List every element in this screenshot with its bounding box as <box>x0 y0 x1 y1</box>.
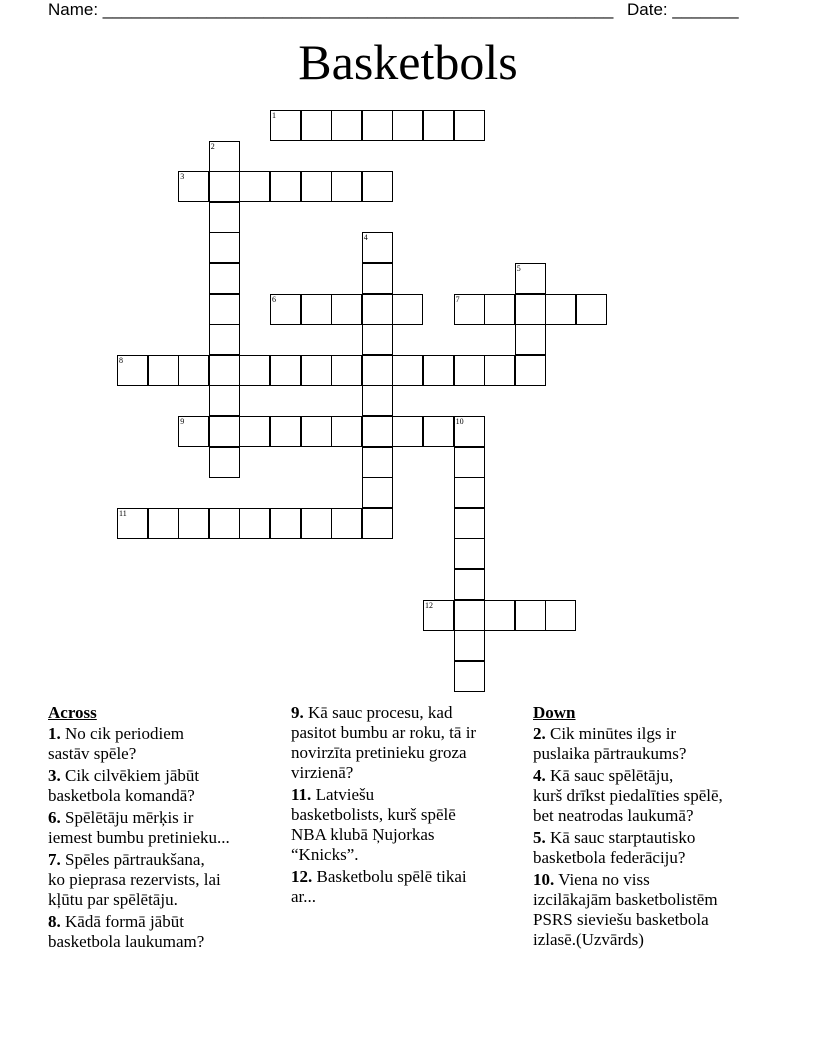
crossword-cell[interactable] <box>454 569 485 600</box>
across-heading: Across <box>48 703 97 722</box>
crossword-cell[interactable] <box>301 171 332 202</box>
crossword-cell[interactable] <box>454 661 485 692</box>
clue-text-line: pasitot bumbu ar roku, tā ir <box>291 723 477 742</box>
clue-text-line: Kā sauc procesu, kad <box>308 703 453 722</box>
puzzle-title: Basketbols <box>298 34 518 90</box>
clue-item <box>291 703 527 783</box>
crossword-cell[interactable] <box>423 110 454 141</box>
crossword-cell[interactable] <box>331 110 362 141</box>
crossword-cell[interactable] <box>331 171 362 202</box>
clue-number-label: 3 <box>180 172 185 182</box>
clue-number-label: 8 <box>119 355 123 365</box>
crossword-cell[interactable] <box>392 355 423 386</box>
clue-text-line: bet neatrodas laukumā? <box>533 806 694 825</box>
clue-number: 2. <box>533 724 546 743</box>
crossword-cell[interactable] <box>484 355 515 386</box>
crossword-cell[interactable] <box>331 508 362 539</box>
clue-text-line: kļūtu par spēlētāju. <box>48 890 178 909</box>
crossword-cell[interactable] <box>362 263 393 294</box>
clue-number: 11. <box>291 785 312 804</box>
crossword-cell[interactable] <box>209 263 240 294</box>
across-clues-column-2 <box>291 703 527 909</box>
crossword-cell[interactable] <box>331 416 362 447</box>
clue-item <box>48 850 280 910</box>
clue-number: 1. <box>48 724 61 743</box>
crossword-cell[interactable] <box>209 294 240 325</box>
crossword-cell[interactable] <box>270 171 301 202</box>
clue-item <box>48 766 280 806</box>
clue-text-line: izcilākajām basketbolistēm <box>533 890 718 909</box>
crossword-cell[interactable] <box>362 324 393 355</box>
crossword-cell[interactable] <box>484 600 515 631</box>
crossword-cell[interactable] <box>545 294 576 325</box>
crossword-cell[interactable] <box>392 110 423 141</box>
clue-text-line: virzienā? <box>291 763 354 782</box>
clue-text-line: No cik periodiem <box>65 724 184 743</box>
clue-number: 5. <box>533 828 546 847</box>
crossword-cell[interactable] <box>270 416 301 447</box>
clue-number-label: 10 <box>455 417 464 426</box>
crossword-cell[interactable] <box>301 294 332 325</box>
crossword-cell[interactable] <box>454 508 485 539</box>
clue-number: 3. <box>48 766 61 785</box>
crossword-cell[interactable] <box>209 171 240 202</box>
crossword-cell[interactable] <box>270 508 301 539</box>
clue-text-line: basketbola federāciju? <box>533 848 686 867</box>
clue-text-line: basketbola laukumam? <box>48 932 205 951</box>
clue-text-line: Spēles pārtraukšana, <box>65 850 205 869</box>
crossword-cell[interactable] <box>270 355 301 386</box>
clue-text-line: Latviešu <box>315 785 375 804</box>
clue-text-line: iemest bumbu pretinieku... <box>48 828 230 847</box>
clue-item <box>48 724 280 764</box>
clue-text-line: Kā sauc spēlētāju, <box>550 766 674 785</box>
clue-number-label: 5 <box>516 264 521 273</box>
clue-text-line: “Knicks”. <box>291 845 359 864</box>
crossword-cell[interactable] <box>362 416 393 447</box>
clue-item <box>533 766 783 826</box>
clue-text-line: Viena no viss <box>558 870 650 889</box>
crossword-cell[interactable] <box>392 416 423 447</box>
crossword-cell[interactable] <box>239 355 270 386</box>
crossword-cell[interactable] <box>515 324 546 355</box>
clue-number-label: 9 <box>180 417 185 426</box>
crossword-cell[interactable] <box>392 294 423 325</box>
crossword-cell[interactable] <box>239 508 270 539</box>
clue-number-label: 1 <box>272 111 276 120</box>
crossword-cell[interactable] <box>178 508 209 539</box>
crossword-cell[interactable] <box>362 508 393 539</box>
crossword-cell[interactable] <box>331 294 362 325</box>
clue-item <box>533 724 783 764</box>
clue-text-line: NBA klubā Ņujorkas <box>291 825 435 844</box>
crossword-cell[interactable] <box>209 508 240 539</box>
crossword-cell[interactable] <box>515 600 546 631</box>
crossword-cell[interactable] <box>454 110 485 141</box>
clue-number: 10. <box>533 870 555 889</box>
crossword-cell[interactable] <box>545 600 576 631</box>
clue-number-label: 6 <box>272 294 276 304</box>
clue-item <box>48 808 280 848</box>
clue-item <box>533 828 783 868</box>
clue-text-line: Kā sauc starptautisko <box>550 828 696 847</box>
crossword-cell[interactable] <box>209 355 240 386</box>
clue-text-line: novirzīta pretinieku groza <box>291 743 467 762</box>
crossword-cell[interactable] <box>576 294 607 325</box>
clue-text-line: kurš drīkst piedalīties spēlē, <box>533 786 723 805</box>
crossword-cell[interactable] <box>209 232 240 263</box>
clue-item <box>48 912 280 952</box>
clue-text-line: basketbola komandā? <box>48 786 195 805</box>
crossword-cell[interactable] <box>209 385 240 416</box>
clue-text-line: Cik cilvēkiem jābūt <box>65 766 200 785</box>
crossword-cell[interactable] <box>239 416 270 447</box>
clue-number: 6. <box>48 808 61 827</box>
crossword-cell[interactable] <box>362 355 393 386</box>
crossword-cell[interactable] <box>454 630 485 661</box>
clue-number: 7. <box>48 850 61 869</box>
clue-item <box>291 785 527 865</box>
across-clues-column-1 <box>48 703 280 954</box>
clue-text-line: ar... <box>291 887 317 906</box>
clue-text-line: izlasē.(Uzvārds) <box>533 930 644 949</box>
crossword-cell[interactable] <box>178 355 209 386</box>
crossword-cell[interactable] <box>515 355 546 386</box>
crossword-cell[interactable] <box>301 355 332 386</box>
clue-number-label: 7 <box>455 294 460 304</box>
crossword-cell[interactable] <box>454 477 485 508</box>
crossword-cell[interactable] <box>362 477 393 508</box>
down-heading: Down <box>533 703 576 722</box>
clue-text-line: Kādā formā jābūt <box>65 912 184 931</box>
crossword-cell[interactable] <box>301 416 332 447</box>
clue-number: 8. <box>48 912 61 931</box>
crossword-cell[interactable] <box>362 171 393 202</box>
crossword-cell[interactable] <box>301 110 332 141</box>
clue-number: 4. <box>533 766 546 785</box>
clue-number-label: 12 <box>425 600 433 610</box>
clue-number-label: 2 <box>210 141 215 151</box>
crossword-cell[interactable] <box>148 355 179 386</box>
crossword-cell[interactable] <box>454 538 485 569</box>
crossword-cell[interactable] <box>209 447 240 478</box>
clue-text-line: Spēlētāju mērķis ir <box>65 808 194 827</box>
date-field-line: Date: _______ <box>627 0 739 19</box>
clue-text-line: PSRS sieviešu basketbola <box>533 910 709 929</box>
clue-item <box>291 867 527 907</box>
crossword-cell[interactable] <box>484 294 515 325</box>
crossword-cell[interactable] <box>362 385 393 416</box>
crossword-cell[interactable] <box>331 355 362 386</box>
clue-text-line: puslaika pārtraukums? <box>533 744 687 763</box>
clue-text-line: ko pieprasa rezervists, lai <box>48 870 221 889</box>
crossword-cell[interactable] <box>209 202 240 233</box>
down-clues-column <box>533 703 783 952</box>
clue-number: 12. <box>291 867 313 886</box>
clue-text-line: Basketbolu spēlē tikai <box>316 867 467 886</box>
name-field-line: Name: ______________________________________________________ <box>48 0 614 19</box>
crossword-cell[interactable] <box>454 355 485 386</box>
crossword-cell[interactable] <box>454 447 485 478</box>
crossword-cell[interactable] <box>148 508 179 539</box>
clue-number-label: 11 <box>119 508 127 518</box>
crossword-cell[interactable] <box>423 416 454 447</box>
crossword-cell[interactable] <box>301 508 332 539</box>
clue-item <box>533 870 783 950</box>
crossword-cell[interactable] <box>423 355 454 386</box>
crossword-cell[interactable] <box>454 600 485 631</box>
crossword-cell[interactable] <box>362 447 393 478</box>
crossword-cell[interactable] <box>209 324 240 355</box>
clue-number: 9. <box>291 703 304 722</box>
crossword-cell[interactable] <box>209 416 240 447</box>
crossword-cell[interactable] <box>362 294 393 325</box>
clue-text-line: basketbolists, kurš spēlē <box>291 805 456 824</box>
crossword-cell[interactable] <box>362 110 393 141</box>
crossword-cell[interactable] <box>515 294 546 325</box>
clue-text-line: Cik minūtes ilgs ir <box>550 724 677 743</box>
clue-number-label: 4 <box>363 233 368 243</box>
clue-text-line: sastāv spēle? <box>48 744 137 763</box>
crossword-cell[interactable] <box>239 171 270 202</box>
